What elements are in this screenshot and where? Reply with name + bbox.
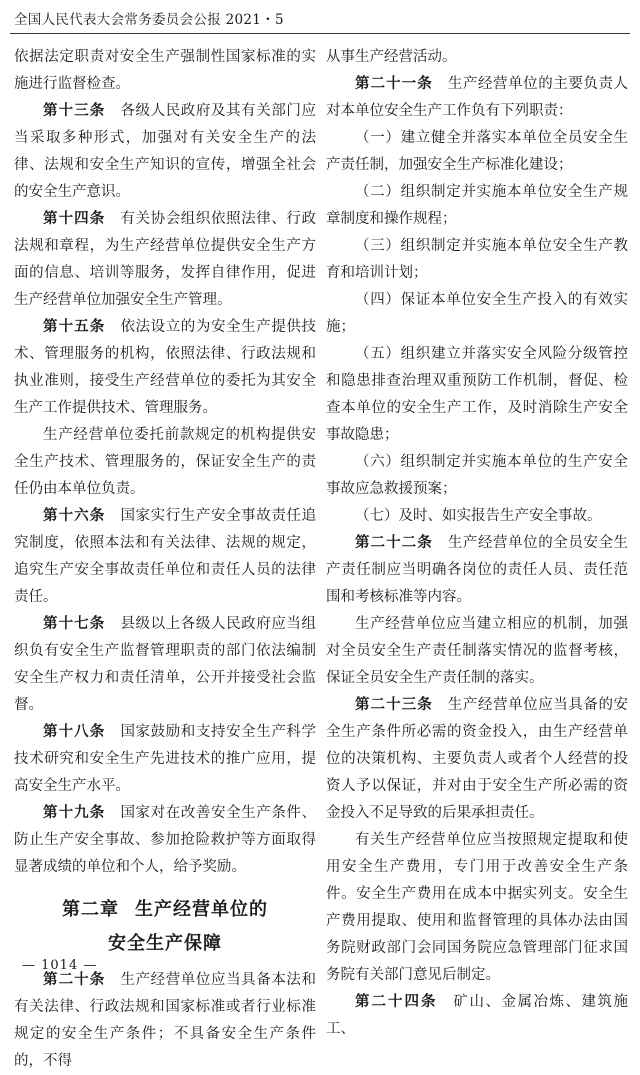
paragraph xyxy=(326,125,628,179)
paragraph xyxy=(326,827,628,989)
left-paragraphs xyxy=(14,44,316,881)
paragraph xyxy=(326,449,628,503)
paragraph-text: （四）保证本单位安全生产投入的有效实施； xyxy=(326,292,628,335)
chapter-heading-line1 xyxy=(14,893,316,927)
paragraph-text: 国家实行生产安全事故责任追究制度，依照本法和有关法律、法规的规定，追究生产安全事故责任单位和责任人员的法律责任。 xyxy=(14,508,317,605)
paragraph xyxy=(14,611,316,719)
article-number: 第二十条 xyxy=(43,972,106,988)
article-number: 第十三条 xyxy=(43,103,106,119)
paragraph-text: 依法设立的为安全生产提供技术、管理服务的机构，依照法律、行政法规和执业准则，接受生产经营单位的委托为其安全生产工作提供技术、管理服务。 xyxy=(14,319,317,416)
paragraph-text: 县级以上各级人民政府应当组织负有安全生产监督管理职责的部门依法编制安全生产权力和责任清单，公开并接受社会监督。 xyxy=(14,616,317,713)
paragraph xyxy=(326,179,628,233)
left-paragraphs-after-chapter xyxy=(14,967,316,1075)
chapter-title-line2: 安全生产保障 xyxy=(108,933,222,954)
page-number: — 1014 — xyxy=(22,958,98,973)
article-number: 第二十三条 xyxy=(355,697,433,713)
paragraph-text: （七）及时、如实报告生产安全事故。 xyxy=(355,508,602,524)
paragraph xyxy=(326,44,628,71)
paragraph-text: 各级人民政府及其有关部门应当采取多种形式，加强对有关安全生产的法律、法规和安全生产知识的宣传，增强全社会的安全生产意识。 xyxy=(14,103,317,200)
right-column xyxy=(326,44,628,1043)
paragraph xyxy=(326,989,628,1043)
paragraph xyxy=(14,422,316,503)
paragraph xyxy=(326,692,628,827)
paragraph-text: 国家对在改善安全生产条件、防止生产安全事故、参加抢险救护等方面取得显著成绩的单位和个人，给予奖励。 xyxy=(14,805,317,875)
paragraph-text: （六）组织制定并实施本单位的生产安全事故应急救援预案； xyxy=(326,454,628,497)
paragraph xyxy=(326,611,628,692)
paragraph xyxy=(14,314,316,422)
header-rule xyxy=(10,33,630,34)
paragraph-text: 生产经营单位委托前款规定的机构提供安全生产技术、管理服务的，保证安全生产的责任仍由本单位负责。 xyxy=(14,427,316,497)
journal-header: 全国人民代表大会常务委员会公报 2021・5 xyxy=(14,12,284,28)
paragraph-text: 生产经营单位应当建立相应的机制，加强对全员安全生产责任制落实情况的监督考核，保证全员安全生产责任制的落实。 xyxy=(326,616,628,686)
paragraph-text: 国家鼓励和支持安全生产科学技术研究和安全生产先进技术的推广应用，提高安全生产水平。 xyxy=(14,724,317,794)
paragraph-text: 依据法定职责对安全生产强制性国家标准的实施进行监督检查。 xyxy=(14,49,316,92)
paragraph-text: 从事生产经营活动。 xyxy=(326,49,457,65)
paragraph xyxy=(14,967,316,1075)
paragraph xyxy=(14,503,316,611)
left-column xyxy=(14,44,316,1075)
paragraph-text: 矿山、金属冶炼、建筑施工、 xyxy=(326,994,628,1037)
paragraph-text: 生产经营单位应当具备的安全生产条件所必需的资金投入，由生产经营单位的决策机构、主要负责人或者个人经营的投资人予以保证，并对由于安全生产所必需的资金投入不足导致的后果承担责任。 xyxy=(326,697,629,821)
paragraph-text: （一）建立健全并落实本单位全员安全生产责任制，加强安全生产标准化建设； xyxy=(326,130,628,173)
paragraph xyxy=(14,719,316,800)
chapter-number: 第二章 xyxy=(62,899,119,920)
chapter-title-line1: 生产经营单位的 xyxy=(135,899,268,920)
paragraph xyxy=(14,44,316,98)
paragraph-text: （五）组织建立并落实安全风险分级管控和隐患排查治理双重预防工作机制，督促、检查本单位的安全生产工作，及时消除生产安全事故隐患； xyxy=(326,346,628,443)
article-number: 第十六条 xyxy=(43,508,106,524)
chapter-heading xyxy=(14,893,316,961)
paragraph-text: （二）组织制定并实施本单位安全生产规章制度和操作规程； xyxy=(326,184,628,227)
paragraph xyxy=(14,206,316,314)
paragraph xyxy=(326,503,628,530)
article-number: 第二十二条 xyxy=(355,535,433,551)
paragraph-text: （三）组织制定并实施本单位安全生产教育和培训计划； xyxy=(326,238,628,281)
paragraph-text: 生产经营单位的全员安全生产责任制应当明确各岗位的责任人员、责任范围和考核标准等内容。 xyxy=(326,535,629,605)
paragraph-text: 生产经营单位的主要负责人对本单位安全生产工作负有下列职责： xyxy=(326,76,629,119)
article-number: 第十四条 xyxy=(43,211,106,227)
right-paragraphs xyxy=(326,44,628,1043)
paragraph xyxy=(326,71,628,125)
article-number: 第十八条 xyxy=(43,724,106,740)
paragraph-text: 生产经营单位应当具备本法和有关法律、行政法规和国家标准或者行业标准规定的安全生产条件；不具备安全生产条件的，不得 xyxy=(14,972,317,1069)
paragraph-text: 有关生产经营单位应当按照规定提取和使用安全生产费用，专门用于改善安全生产条件。安全生产费用在成本中据实列支。安全生产费用提取、使用和监督管理的具体办法由国务院财政部门会同国务院应急管理部门征求国务院有关部门意见后制定。 xyxy=(326,832,628,983)
paragraph xyxy=(14,800,316,881)
paragraph xyxy=(326,530,628,611)
paragraph xyxy=(326,287,628,341)
paragraph xyxy=(326,341,628,449)
paragraph-text: 有关协会组织依照法律、行政法规和章程，为生产经营单位提供安全生产方面的信息、培训等服务，发挥自律作用，促进生产经营单位加强安全生产管理。 xyxy=(14,211,317,308)
article-number: 第二十四条 xyxy=(355,994,438,1010)
paragraph xyxy=(326,233,628,287)
article-number: 第十七条 xyxy=(43,616,106,632)
article-number: 第十五条 xyxy=(43,319,106,335)
article-number: 第二十一条 xyxy=(355,76,433,92)
paragraph xyxy=(14,98,316,206)
article-number: 第十九条 xyxy=(43,805,106,821)
